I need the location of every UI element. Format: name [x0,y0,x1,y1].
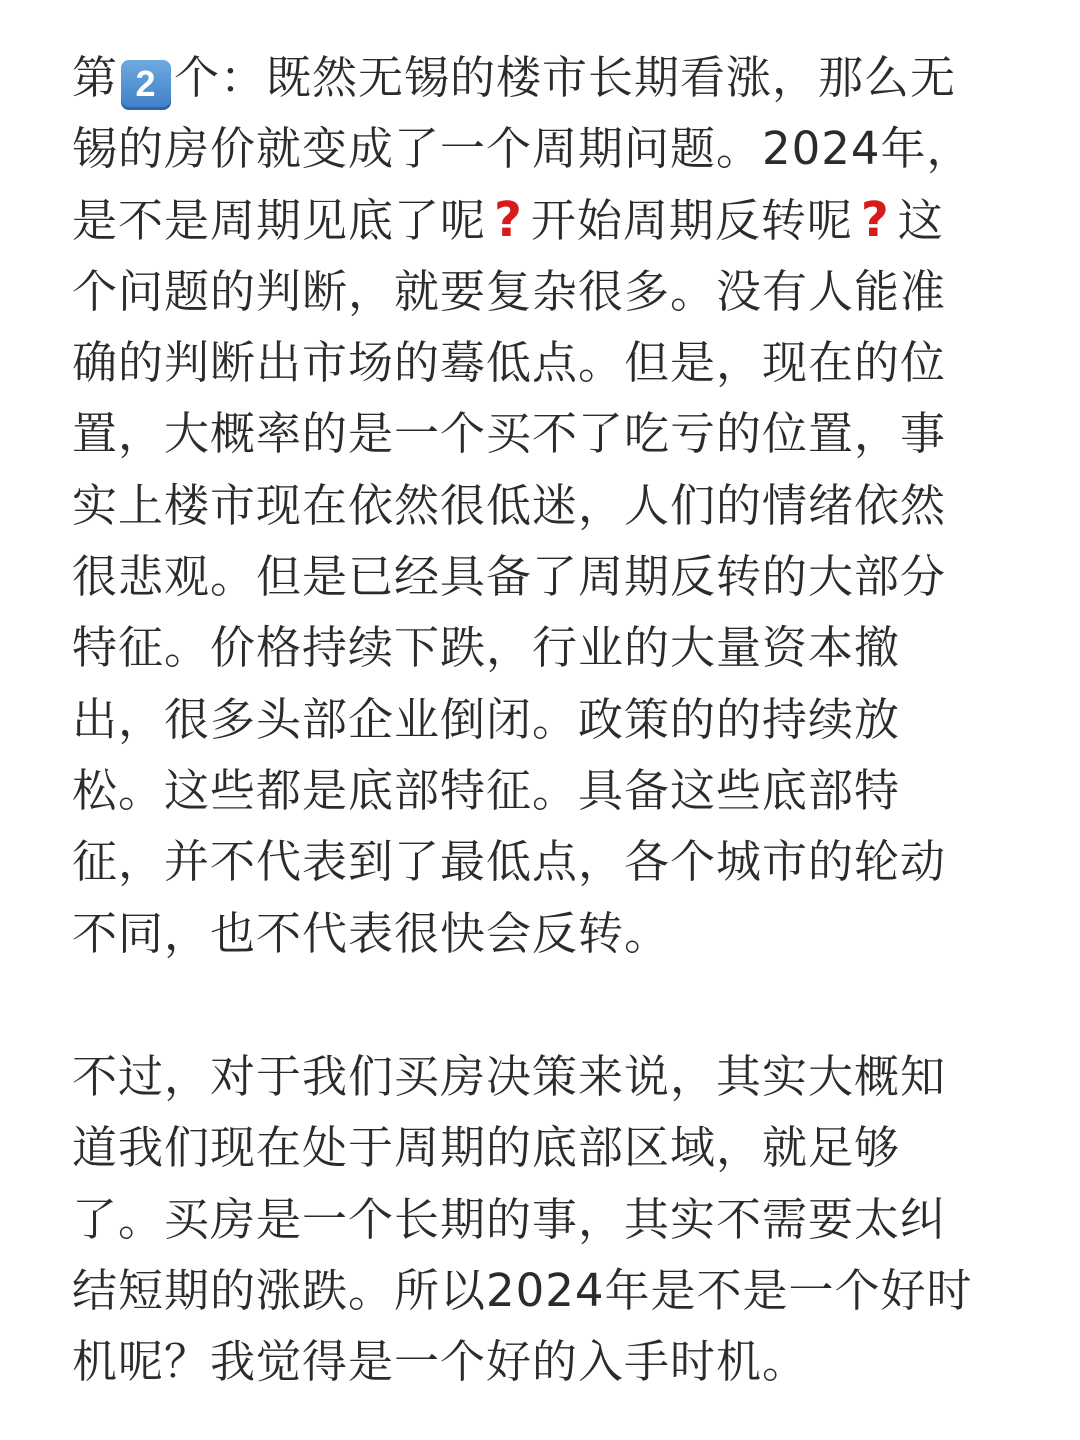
paragraph-1-line-13: 不同，也不代表很快会反转。 [72,907,671,960]
paragraph-2-line-2: 道我们现在处于周期的底部区域，就足够 [72,1121,901,1174]
paragraph-1-line-9: 特征。价格持续下跌，行业的大量资本撤 [72,621,901,674]
paragraph-1-line-3 [72,190,944,251]
line-prefix: 第 [72,51,119,104]
paragraph-1-line-5: 确的判断出市场的蓦低点。但是，现在的位 [72,336,947,389]
line-text: 开始周期反转呢 [530,194,853,247]
paragraph-1-line-10: 出，很多头部企业倒闭。政策的的持续放 [72,693,901,746]
paragraph-1-line-2: 锡的房价就变成了一个周期问题。2024年， [72,122,973,175]
red-question-mark-icon: ? [494,192,523,248]
paragraph-1-line-1 [72,48,956,110]
paragraph-1-line-11: 松。这些都是底部特征。具备这些底部特 [72,764,901,817]
line-text: 这 [897,194,944,247]
paragraph-2-line-5: 机呢？我觉得是一个好的入手时机。 [72,1335,809,1388]
line-text: 个：既然无锡的楼市长期看涨，那么无 [174,51,957,104]
paragraph-1-line-7: 实上楼市现在依然很低迷，人们的情绪依然 [72,479,947,532]
paragraph-1-line-4: 个问题的判断，就要复杂很多。没有人能准 [72,265,947,318]
line-text: 是不是周期见底了呢 [72,194,487,247]
red-question-mark-icon: ? [860,192,890,248]
paragraph-1-line-8: 很悲观。但是已经具备了周期反转的大部分 [72,550,947,603]
paragraph-2-line-4: 结短期的涨跌。所以2024年是不是一个好时 [72,1264,973,1317]
paragraph-1-line-12: 征，并不代表到了最低点，各个城市的轮动 [72,835,947,888]
paragraph-2-line-1: 不过，对于我们买房决策来说，其实大概知 [72,1050,947,1103]
keycap-two-icon: 2 [121,60,171,110]
paragraph-2-line-3: 了。买房是一个长期的事，其实不需要太纠 [72,1193,947,1246]
paragraph-1-line-6: 置，大概率的是一个买不了吃亏的位置，事 [72,407,947,460]
